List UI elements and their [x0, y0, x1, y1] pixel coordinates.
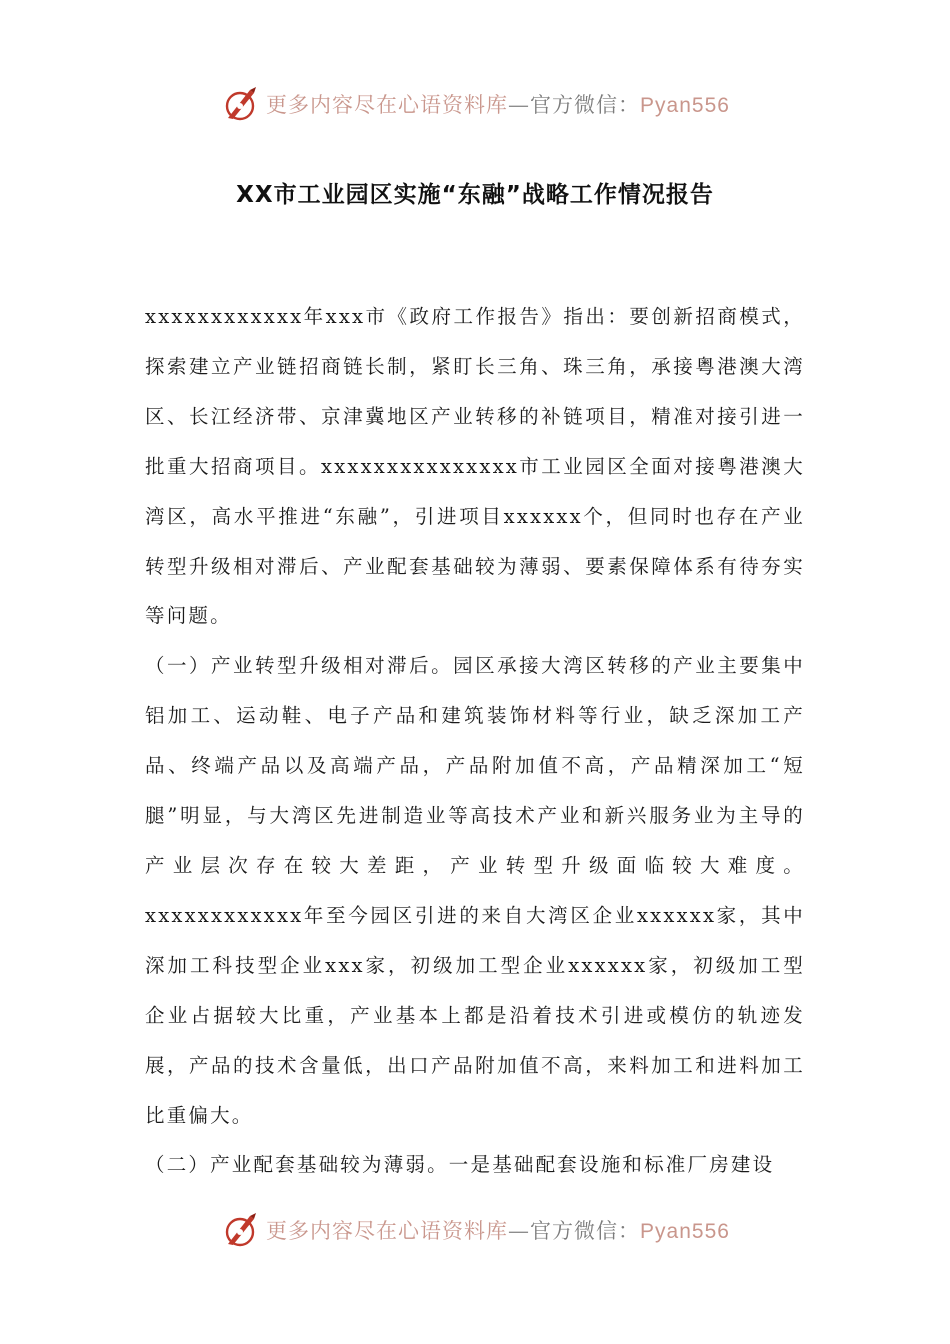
wechat-id: Pyan556: [640, 94, 730, 117]
wechat-label: 官方微信：: [530, 1219, 641, 1243]
wechat-id: Pyan556: [640, 1220, 730, 1243]
footer-watermark-banner: [0, 1208, 950, 1252]
paragraph-section-2: （二）产业配套基础较为薄弱。一是基础配套设施和标准厂房建设: [145, 1153, 775, 1177]
promo-text: 更多内容尽在心语资料库: [266, 93, 509, 117]
promo-separator: —: [508, 1219, 531, 1243]
paragraph-intro: xxxxxxxxxxxx年xxx市《政府工作报告》指出：要创新招商模式，探索建立产业链招商链长制，紧盯长三角、珠三角，承接粤港澳大湾区、长江经济带、京津冀地区产业转移的补链项目，精准对接引进一批重大招商项目。xxxxxxxxxxxxxxx市工业园区全面对接粤港澳大湾区，高水平推进“东融”，引进项目xxxxxx个，但同时也存在产业转型升级相对滞后、产业配套基础较为薄弱、要素保障体系有待夯实等问题。: [145, 305, 805, 628]
promo-text: 更多内容尽在心语资料库: [266, 1219, 509, 1243]
quill-logo-icon: [220, 84, 260, 124]
wechat-label: 官方微信：: [530, 93, 641, 117]
document-body: [145, 292, 805, 1190]
quill-logo-icon: [220, 1210, 260, 1250]
promo-separator: —: [508, 93, 531, 117]
watermark-text: [266, 89, 730, 119]
watermark-text: [266, 1215, 730, 1245]
header-watermark-banner: [0, 82, 950, 126]
paragraph-section-1: （一）产业转型升级相对滞后。园区承接大湾区转移的产业主要集中铝加工、运动鞋、电子产品和建筑装饰材料等行业，缺乏深加工产品、终端产品以及高端产品，产品附加值不高，产品精深加工“短腿”明显，与大湾区先进制造业等高技术产业和新兴服务业为主导的产业层次存在较大差距，产业转型升级面临较大难度。xxxxxxxxxxxx年至今园区引进的来自大湾区企业xxxxxx家，其中深加工科技型企业xxx家，初级加工型企业xxxxxx家，初级加工型企业占据较大比重，产业基本上都是沿着技术引进或模仿的轨迹发展，产品的技术含量低，出口产品附加值不高，来料加工和进料加工比重偏大。: [145, 654, 805, 1127]
document-title: XX市工业园区实施“东融”战略工作情况报告: [236, 182, 714, 208]
